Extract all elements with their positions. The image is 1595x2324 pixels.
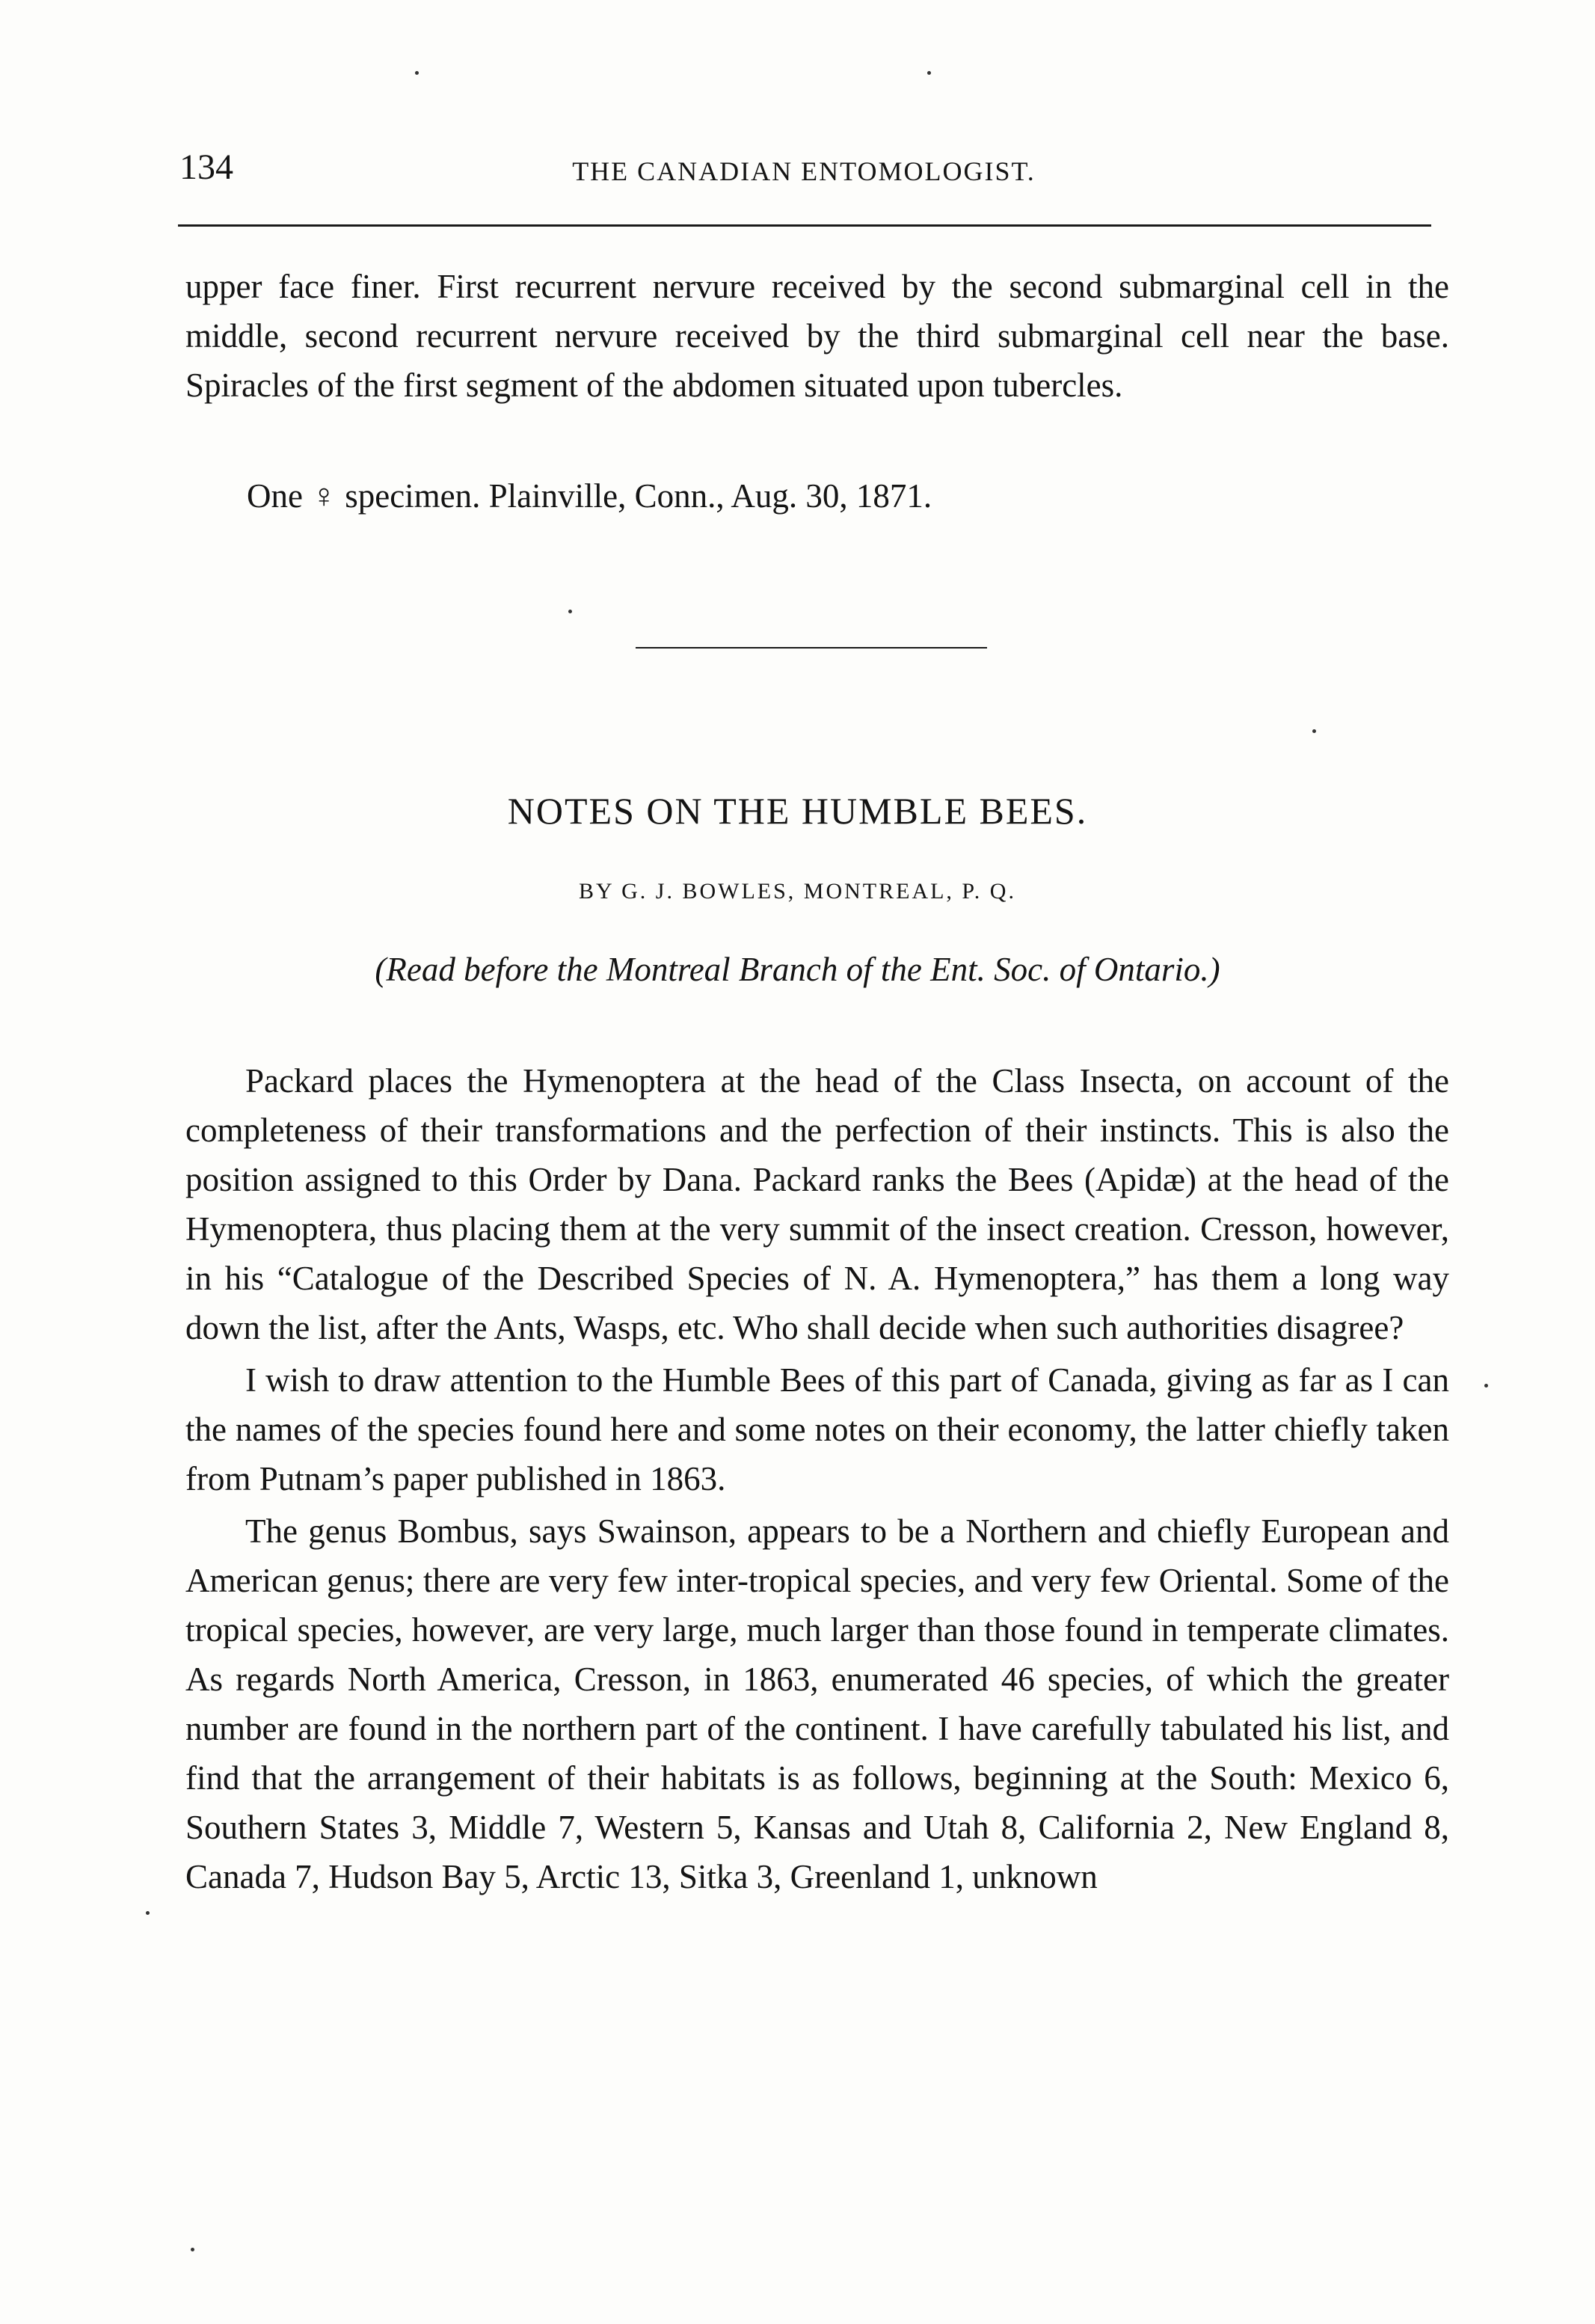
scan-speck [1484,1384,1488,1388]
scan-speck [415,71,419,75]
specimen-line [185,471,1511,521]
scan-speck [568,610,572,613]
article-title: NOTES ON THE HUMBLE BEES. [507,790,1088,832]
article-byline: BY G. J. BOWLES, MONTREAL, P. Q. [579,879,1016,904]
continuation-paragraph: upper face finer. First recurrent nervure received by the second submarginal cell in the middle, second recurrent nervure received by the third submarginal cell near the base. Spiracles of the first segment of the abdomen situated upon tubercles. [185,268,1449,404]
scan-speck [146,1911,150,1915]
article-body [185,1056,1449,1904]
running-head: THE CANADIAN ENTOMOLOGIST. [572,156,1036,186]
body-paragraph: Packard places the Hymenoptera at the head of the Class Insecta, on account of the completeness of their transformations and the perfection of their instincts. This is also the position assigned to this Order by Dana. Packard ranks the Bees (Apidæ) at the head of the Hymenoptera, thus placing them at the very summit of the insect creation. Cresson, however, in his “Catalogue of the Described Species of N. A. Hymenoptera,” has them a long way down the list, after the Ants, Wasps, etc. Who shall decide when such authorities disagree? [185,1062,1449,1346]
header-rule [178,224,1431,227]
scan-speck [1312,729,1316,733]
specimen-text: One ♀ specimen. Plainville, Conn., Aug. 30, 1871. [247,477,932,515]
body-paragraph: The genus Bombus, says Swainson, appears to be a Northern and chiefly European and American genus; there are very few inter-tropical species, and very few Oriental. Some of the tropical species, however, are very large, much larger than those found in temperate climates. As regards North America, Cresson, in 1863, enumerated 46 species, of which the greater number are found in the northern part of the continent. I have carefully tabulated his list, and find that the arrangement of their habitats is as follows, beginning at the South: Mexico 6, Southern States 3, Middle 7, Western 5, Kansas and Utah 8, California 2, New England 8, Canada 7, Hudson Bay 5, Arctic 13, Sitka 3, Greenland 1, unknown [185,1512,1449,1895]
section-divider [636,647,987,649]
scan-speck [191,2248,194,2251]
scan-speck [927,71,931,75]
read-note: (Read before the Montreal Branch of the Ent. Soc. of Ontario.) [375,951,1220,988]
page-header [179,147,1428,199]
page-number: 134 [179,147,233,187]
body-paragraph: I wish to draw attention to the Humble Bees of this part of Canada, giving as far as I can the names of the species found here and some notes on their economy, the latter chiefly taken from Putnam’s paper published in 1863. [185,1361,1449,1497]
continuation-block [185,262,1449,410]
